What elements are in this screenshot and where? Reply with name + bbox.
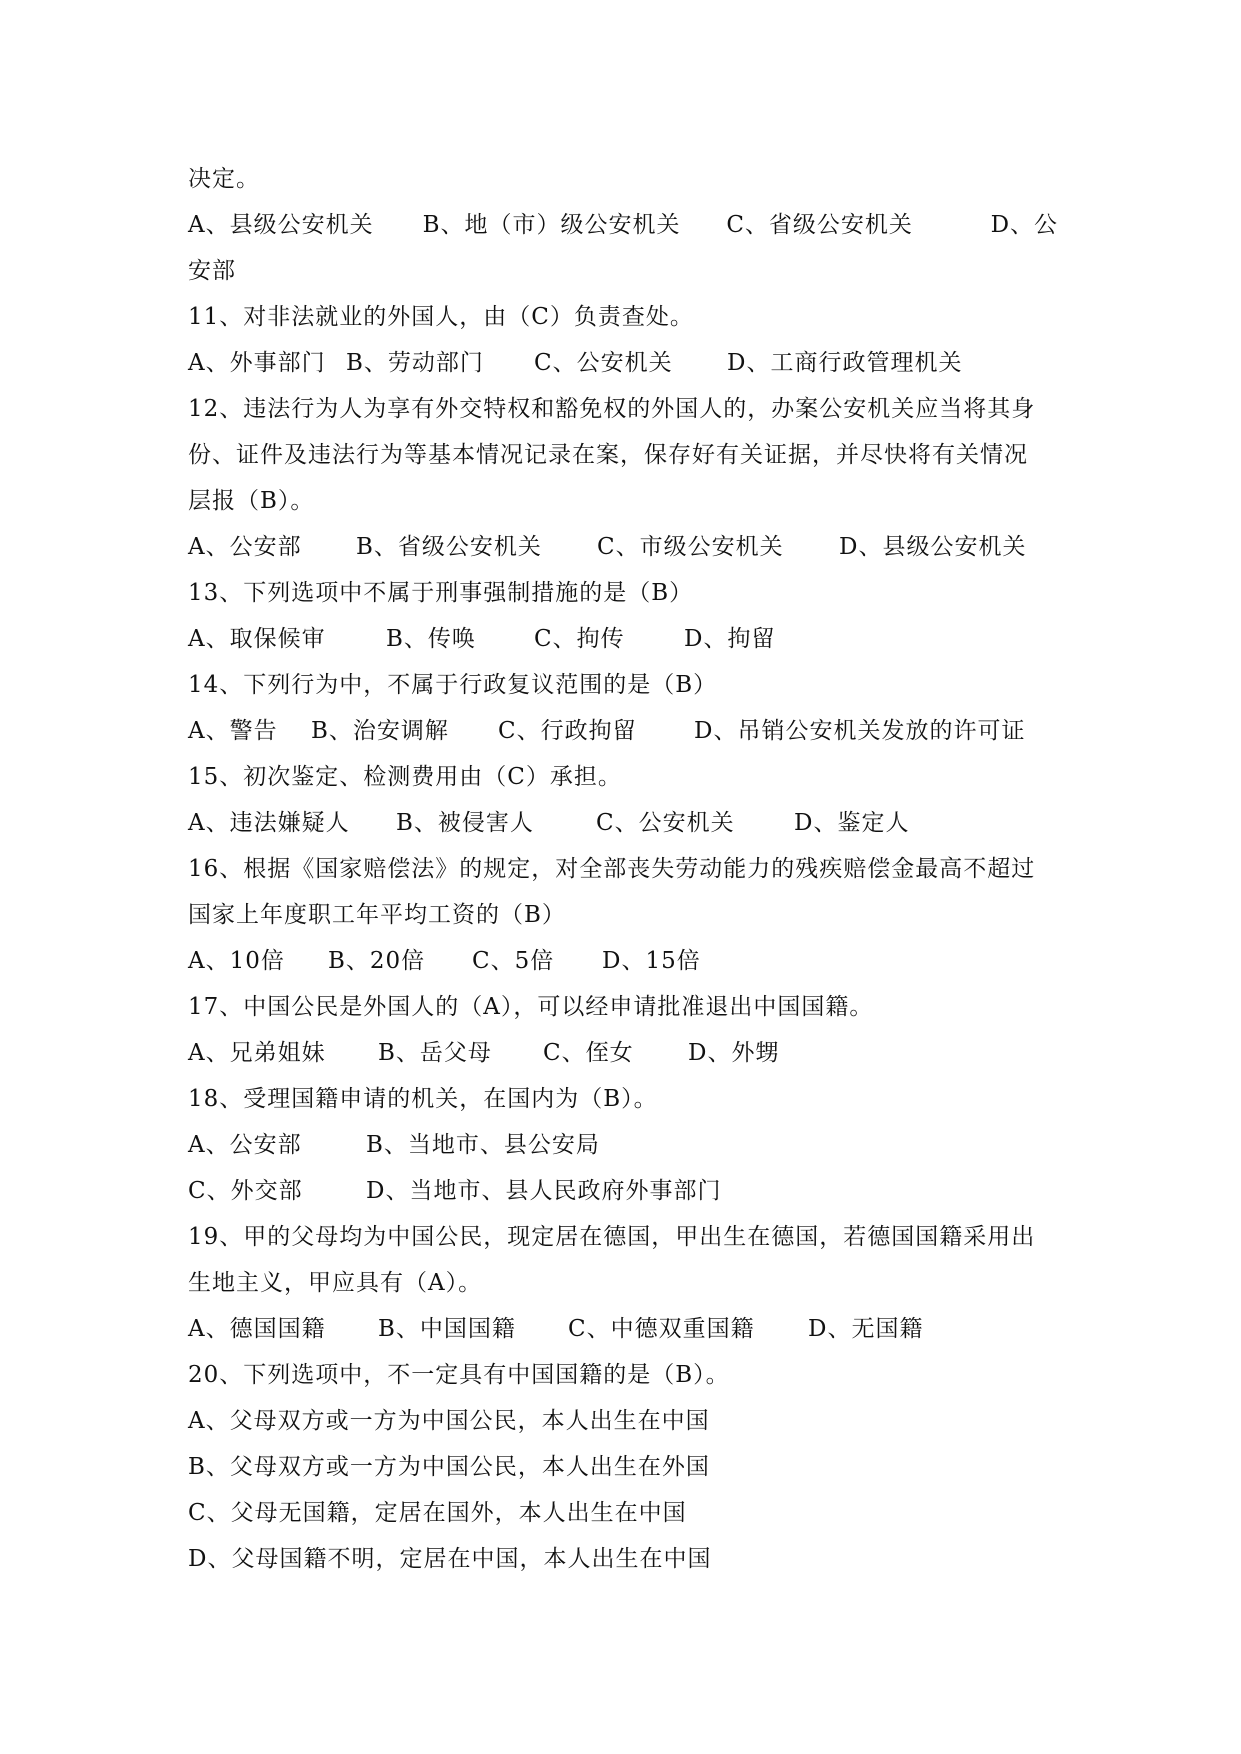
option-c: C、公安机关 xyxy=(534,350,673,376)
option-d: D、15倍 xyxy=(602,948,701,974)
q14-options xyxy=(188,708,1058,754)
option-a: A、10倍 xyxy=(188,948,285,974)
option-d: D、拘留 xyxy=(684,626,776,652)
question-16: 16、根据《国家赔偿法》的规定，对全部丧失劳动能力的残疾赔偿金最高不超过 xyxy=(188,856,1036,882)
option-a: A、德国国籍 xyxy=(188,1316,326,1342)
q12-options xyxy=(188,524,1058,570)
q18-options-cd xyxy=(188,1168,1058,1214)
question-13: 13、下列选项中不属于刑事强制措施的是（B） xyxy=(188,580,694,606)
option-b: B、治安调解 xyxy=(311,718,449,744)
question-17: 17、中国公民是外国人的（A），可以经申请批准退出中国国籍。 xyxy=(188,994,874,1020)
question-19: 19、甲的父母均为中国公民，现定居在德国，甲出生在德国，若德国国籍采用出 xyxy=(188,1224,1036,1250)
option-c: C、中德双重国籍 xyxy=(568,1316,755,1342)
option-b: B、父母双方或一方为中国公民，本人出生在外国 xyxy=(188,1454,710,1480)
option-d: D、当地市、县人民政府外事部门 xyxy=(366,1178,722,1204)
question-12-cont: 份、证件及违法行为等基本情况记录在案，保存好有关证据，并尽快将有关情况 xyxy=(188,442,1028,468)
option-a: A、公安部 xyxy=(188,1132,302,1158)
question-20: 20、下列选项中，不一定具有中国国籍的是（B）。 xyxy=(188,1362,730,1388)
option-d: D、公 xyxy=(990,212,1059,238)
option-d: D、父母国籍不明，定居在中国，本人出生在中国 xyxy=(188,1546,712,1572)
text-line: 决定。 xyxy=(188,166,260,192)
option-a: A、父母双方或一方为中国公民，本人出生在中国 xyxy=(188,1408,710,1434)
option-b: B、中国国籍 xyxy=(378,1316,516,1342)
option-d: D、无国籍 xyxy=(808,1316,924,1342)
option-c: C、拘传 xyxy=(534,626,625,652)
question-16-cont: 国家上年度职工年平均工资的（B） xyxy=(188,902,566,928)
question-15: 15、初次鉴定、检测费用由（C）承担。 xyxy=(188,764,622,790)
option-d: D、吊销公安机关发放的许可证 xyxy=(694,718,1026,744)
option-d: D、鉴定人 xyxy=(794,810,910,836)
option-c: C、侄女 xyxy=(543,1040,634,1066)
text-line: 安部 xyxy=(188,258,236,284)
option-a: A、警告 xyxy=(188,718,278,744)
q13-options xyxy=(188,616,1058,662)
q11-options xyxy=(188,340,1058,386)
option-c: C、5倍 xyxy=(472,948,555,974)
question-12-cont: 层报（B）。 xyxy=(188,488,315,514)
option-b: B、传唤 xyxy=(386,626,476,652)
option-b: B、20倍 xyxy=(328,948,426,974)
option-c: C、市级公安机关 xyxy=(597,534,784,560)
option-c: C、公安机关 xyxy=(596,810,735,836)
option-b: B、岳父母 xyxy=(378,1040,492,1066)
option-c: C、行政拘留 xyxy=(498,718,637,744)
option-b: B、省级公安机关 xyxy=(356,534,542,560)
option-b: B、被侵害人 xyxy=(396,810,534,836)
q18-options-ab xyxy=(188,1122,1058,1168)
option-b: B、当地市、县公安局 xyxy=(366,1132,600,1158)
option-c: C、外交部 xyxy=(188,1178,303,1204)
option-a: A、外事部门 xyxy=(188,350,326,376)
option-d: D、工商行政管理机关 xyxy=(727,350,963,376)
question-19-cont: 生地主义，甲应具有（A）。 xyxy=(188,1270,483,1296)
option-a: A、兄弟姐妹 xyxy=(188,1040,326,1066)
option-c: C、省级公安机关 xyxy=(726,212,913,238)
q19-options xyxy=(188,1306,1058,1352)
question-12: 12、违法行为人为享有外交特权和豁免权的外国人的，办案公安机关应当将其身 xyxy=(188,396,1036,422)
document-body xyxy=(188,156,1058,1582)
q17-options xyxy=(188,1030,1058,1076)
option-b: B、地（市）级公安机关 xyxy=(422,212,681,238)
q10-options xyxy=(188,202,1058,248)
option-d: D、县级公安机关 xyxy=(839,534,1027,560)
question-14: 14、下列行为中，不属于行政复议范围的是（B） xyxy=(188,672,718,698)
q15-options xyxy=(188,800,1058,846)
option-a: A、违法嫌疑人 xyxy=(188,810,350,836)
option-b: B、劳动部门 xyxy=(346,350,484,376)
option-a: A、取保候审 xyxy=(188,626,326,652)
option-a: A、县级公安机关 xyxy=(188,212,374,238)
question-18: 18、受理国籍申请的机关，在国内为（B）。 xyxy=(188,1086,658,1112)
option-a: A、公安部 xyxy=(188,534,302,560)
question-11: 11、对非法就业的外国人，由（C）负责查处。 xyxy=(188,304,694,330)
q16-options xyxy=(188,938,1058,984)
option-c: C、父母无国籍，定居在国外，本人出生在中国 xyxy=(188,1500,687,1526)
option-d: D、外甥 xyxy=(688,1040,780,1066)
